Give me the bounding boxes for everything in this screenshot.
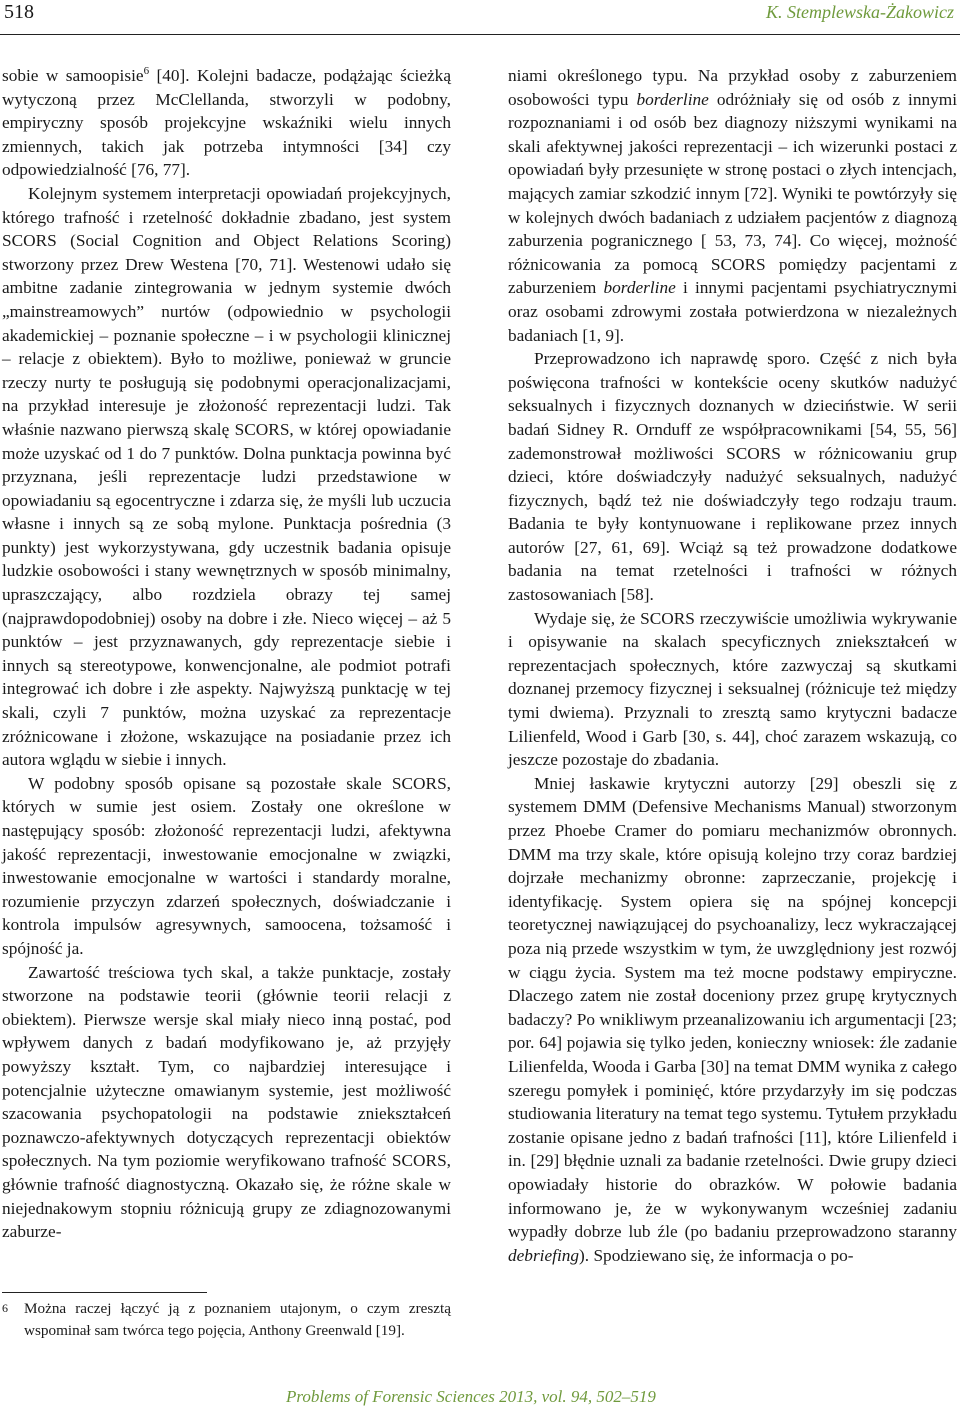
right-column: [508, 64, 957, 1267]
italic-term: debriefing: [508, 1245, 580, 1265]
text-run: Mniej łaskawie krytyczni autorzy [29] obeszli się z systemem DMM (Defensive Mechanisms Manual) stworzonym przez Phoebe Cramer do pomiaru mechanizmów obronnych. DMM ma trzy skale, które opisują kolejno trzy coraz bardziej dojrzałe mechanizmy obronne: zaprzeczanie, projekcję i identyfikację. System opiera się na spójnej koncepcji teoretycznej nawiązującej do psychoanalizy, lecz wykraczającej poza nią przede wszystkim w tym, że uwzględniony jest rozwój w ciągu życia. System ma też mocne podstawy empiryczne. Dlaczego zatem nie został doceniony przez grupę krytycznych badaczy? Po wnikliwym przeanalizowaniu ich argumentacji [23; por. 64] pojawia się tylko jeden, konieczny wniosek: źle zadanie Lilienfelda, Wooda i Garba [30] na temat DMM wynika z całego szeregu pomyłek i pominięć, które przydarzyły im się podczas studiowania literatury na temat tego systemu. Tytułem przykładu zostanie opisane jedno z badań trafności [11], które Lilienfeld i in. [29] błędnie uznali za badanie rzetelności. Dwie grupy dzieci opowiadały historie do obrazków. W połowie badania informowano je, że w wykonywanym wcześniej zadaniu wypadły dobrze lub źle (po badaniu przeprowadzono staranny: [508, 773, 957, 1242]
paragraph: [508, 64, 957, 347]
text-run: [40]. Kolejni badacze, podążając ścieżką wytyczoną przez McClellanda, stworzyli w podobny, empiryczny sposób projekcyjne wskaźniki wielu innych zmiennych, takich jak potrzeba intymności [34] czy odpowiedzialność [76, 77].: [2, 66, 451, 180]
page-footer: [0, 1386, 960, 1410]
text-run: ). Spodziewano się, że informacja o po-: [579, 1245, 854, 1265]
footnote-reference: 6: [143, 65, 150, 78]
left-column: [2, 64, 451, 1244]
header-rule: [0, 34, 960, 35]
footnote: [2, 1298, 451, 1342]
page-number: 518: [4, 1, 34, 23]
journal-citation: Problems of Forensic Sciences 2013, vol. 94, 502–519: [286, 1387, 656, 1406]
footnote-rule: [2, 1292, 207, 1293]
page-header: [0, 0, 960, 30]
paragraph: W podobny sposób opisane są pozostałe skale SCORS, których w sumie jest osiem. Zostały one określone w następujący sposób: złożoność reprezentacji ludzi, afektywna jakość reprezentacji, inwestowanie emocjonalne w związki, inwestowanie emocjonalne w wartości i standardy moralne, rozumienie przyczyn zdarzeń społecznych, doświadczanie i kontrola impulsów agresywnych, samoocena, tożsamość i spójność ja.: [2, 773, 451, 958]
paragraph: Przeprowadzono ich naprawdę sporo. Część z nich była poświęcona trafności w kontekście oceny skutków nadużyć seksualnych i fizycznych doznanych w dzieciństwie. W serii badań Sidney R. Ornduff ze współpracownikami [54, 55, 56] zademonstrował możliwości SCORS w różnicowaniu grup dzieci, które doświadczyły nadużyć seksualnych, nadużyć fizycznych, bądź też nie doświadczyły tego rodzaju traum. Badania te były kontynuowane i replikowane przez innych autorów [27, 61, 69]. Wciąż są też prowadzone dodatkowe badania na temat rzetelności i trafności w różnych zastosowaniach [58].: [508, 349, 957, 605]
text-run: i innymi pacjentami psychiatrycznymi oraz osobami zdrowymi została potwierdzona w niezależnych badaniach [1, 9].: [508, 278, 957, 345]
footnote-mark: 6: [2, 1301, 8, 1315]
paragraph: Kolejnym systemem interpretacji opowiadań projekcyjnych, którego trafność i rzetelność dokładnie zbadano, jest system SCORS (Social Cognition and Object Relations Scoring) stworzony przez Drew Westena [70, 71]. Westenowi udało się ambitne zadanie zintegrowania w jednym systemie dwóch „mainstreamowych” nurtów (odpowiednio w psychologii akademickiej – poznanie społeczne – i w psychologii klinicznej – relacje z obiektem). Było to możliwe, ponieważ w gruncie rzeczy nurty te posługują się podobnymi operacjonalizacjami, na przykład interesuje je złożoność reprezentacji ludzi. Tak właśnie nazwano pierwszą skalę SCORS, w której opowiadanie może uzyskać od 1 do 7 punktów. Dolna punktacja powinna być przyznana, jeśli reprezentacje ludzi przedstawione w opowiadaniu są egocentryczne i zdarza się, że myśli lub uczucia własne i innych są ze sobą mylone. Punktacja pośrednia (3 punkty) jest wykorzystywana, gdy uczestnik badania opisuje ludzkie osobowości i stany wewnętrznych w sposób minimalny, upraszczający, albo rozdziela obrazy tej samej (najprawdopodobniej) osoby na dobre i złe. Nieco więcej – aż 5 punktów – jest przyznawanych, gdy reprezentacje siebie i innych są stereotypowe, konwencjonalne, ale podmiot potrafi integrować ich dobre i złe aspekty. Najwyższą punktację w tej skali, czyli 7 punktów, można uzyskać za reprezentacje zróżnicowane i złożone, wskazujące na posiadanie przez ich autora wglądu w siebie i innych.: [2, 183, 451, 770]
italic-term: borderline: [636, 89, 709, 109]
paragraph: Zawartość treściowa tych skal, a także punktacje, zostały stworzone na podstawie teorii (głównie teorii relacji z obiektem). Pierwsze wersje skal miały nieco inną postać, pod wpływem danych z badań modyfikowano je, aż przyjęły powyższy kształt. Tym, co najbardziej interesujące i potencjalnie użyteczne omawianym systemie, jest możliwość szacowania psychopatologii na podstawie zniekształceń poznawczo-afektywnych dotyczących reprezentacji obiektów społecznych. Na tym poziomie weryfikowano trafność SCORS, głównie trafność diagnostyczną. Okazało się, że różne skale w niejednakowym stopniu różnicują grupy ze zdiagnozowanymi zaburze-: [2, 962, 451, 1242]
paragraph: Wydaje się, że SCORS rzeczywiście umożliwia wykrywanie i opisywanie na skalach specyficznych zniekształceń w reprezentacjach społecznych, które zazwyczaj są skutkami doznanej przemocy fizycznej i seksualnej (różnicuje też między tymi dwiema). Przyznali to zresztą samo krytyczni badacze Lilienfeld, Wood i Garb [30, s. 44], choć zarazem wskazują, co jeszcze pozostaje do zbadania.: [508, 608, 957, 770]
paragraph: [2, 64, 451, 182]
text-run: sobie w samoopisie: [2, 66, 144, 85]
running-head-author: K. Stemplewska-Żakowicz: [766, 2, 954, 22]
paragraph: [508, 772, 957, 1267]
footnote-text: Można raczej łączyć ją z poznaniem utajonym, o czym zresztą wspominał sam twórca tego pojęcia, Anthony Greenwald [19].: [24, 1300, 451, 1339]
text-run: odróżniały się od osób z innymi rozpoznaniami i od osób bez diagnozy niższymi wynikami na skali afektywnej jakości reprezentacji – ich wizerunki postaci z opowiadań były przesunięte w stronę postaci o złych intencjach, mających zamiar szkodzić innym [72]. Wyniki te powtórzyły się w kolejnych dwóch badaniach z udziałem pacjentów z diagnozą zaburzenia pogranicznego [ 53, 73, 74]. Co więcej, możność różnicowania za pomocą SCORS pomiędzy pacjentami z zaburzeniem: [508, 89, 957, 298]
text-run: niami określonego typu. Na przykład osoby z zaburzeniem osobowości typu: [508, 66, 957, 109]
italic-term: borderline: [603, 278, 676, 298]
